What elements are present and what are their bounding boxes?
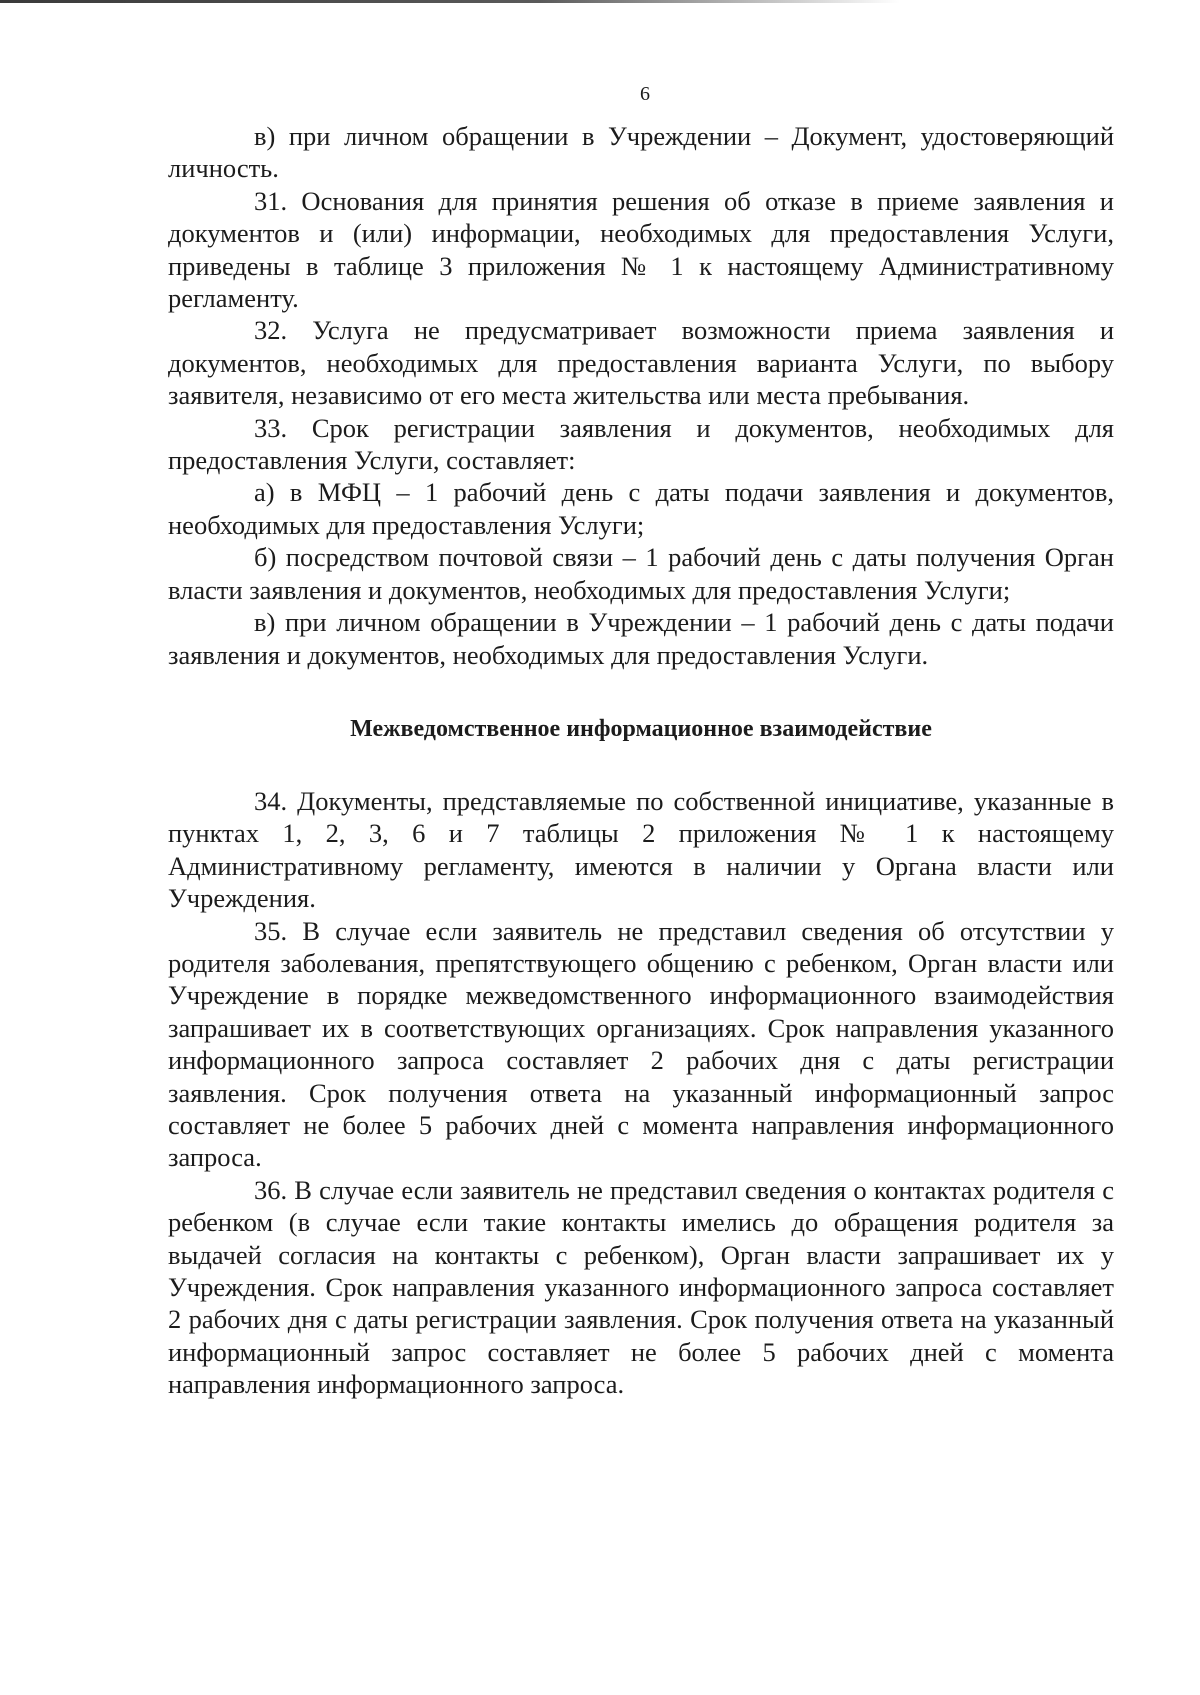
paragraph-33a: а) в МФЦ – 1 рабочий день с даты подачи заявления и документов, необходимых для предоставления Услуги; xyxy=(168,477,1114,540)
scan-edge-shadow xyxy=(0,0,900,3)
paragraph-36: 36. В случае если заявитель не представил сведения о контактах родителя с ребенком (в случае если такие контакты имелись до обращения родителя за выдачей согласия на контакты с ребенком), Орган власти запрашивает их у Учреждения. Срок направления указанного информационного запроса составляет 2 рабочих дня с даты регистрации заявления. Срок получения ответа на указанный информационный запрос составляет не более 5 рабочих дней с момента направления информационного запроса. xyxy=(168,1174,1114,1400)
paragraph-34: 34. Документы, представляемые по собственной инициативе, указанные в пунктах 1, 2, 3, 6 и 7 таблицы 2 приложения № 1 к настоящему Административному регламенту, имеются в наличии у Органа власти или Учреждения. xyxy=(168,785,1114,914)
paragraph-35: 35. В случае если заявитель не представил сведения об отсутствии у родителя заболевания, препятствующего общению с ребенком, Орган власти или Учреждение в порядке межведомственного информационного взаимодействия запрашивает их в соответствующих организациях. Срок направления указанного информационного запроса составляет 2 рабочих дня с даты регистрации заявления. Срок получения ответа на указанный информационный запрос составляет не более 5 рабочих дней с момента направления информационного запроса. xyxy=(168,915,1114,1173)
page-number: 6 xyxy=(640,83,650,105)
paragraph-33: 33. Срок регистрации заявления и документов, необходимых для предоставления Услуги, составляет: xyxy=(168,412,1114,476)
paragraph-32: 32. Услуга не предусматривает возможности приема заявления и документов, необходимых для предоставления варианта Услуги, по выбору заявителя, независимо от его места жительства или места пребывания. xyxy=(168,315,1114,411)
paragraph-30v: в) при личном обращении в Учреждении – Документ, удостоверяющий личность. xyxy=(168,121,1114,184)
document-page xyxy=(168,80,1114,1401)
paragraphs-before-heading xyxy=(168,120,1114,671)
paragraphs-after-heading xyxy=(168,785,1114,1401)
section-heading: Межведомственное информационное взаимодействие xyxy=(350,715,932,742)
paragraph-31: 31. Основания для принятия решения об отказе в приеме заявления и документов и (или) информации, необходимых для предоставления Услуги, приведены в таблице 3 приложения № 1 к настоящему Административному регламенту. xyxy=(168,185,1114,314)
paragraph-33v: в) при личном обращении в Учреждении – 1 рабочий день с даты подачи заявления и документов, необходимых для предоставления Услуги. xyxy=(168,607,1114,670)
paragraph-33b: б) посредством почтовой связи – 1 рабочий день с даты получения Орган власти заявления и документов, необходимых для предоставления Услуги; xyxy=(168,542,1114,605)
